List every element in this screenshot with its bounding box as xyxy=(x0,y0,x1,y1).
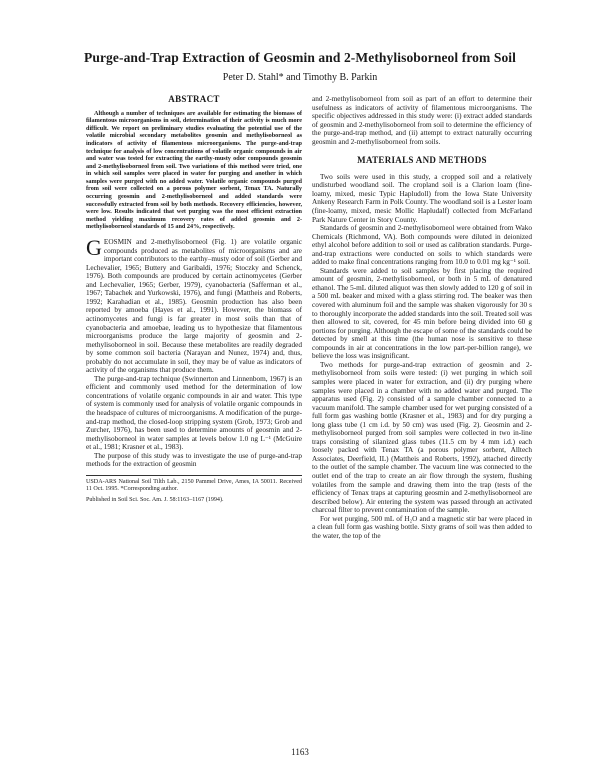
methods-paragraph-1: Two soils were used in this study, a cropped soil and a relatively undisturbed woodland soil. The cropland soil is a Clarion loam (fine-loamy, mixed, mesic Typic Hapludoll) from the Iowa State University Ankeny Research Farm in Polk County. The woodland soil is a Lester loam (fine-loamy, mixed, mesic Mollic Hapludalf) collected from McFarland Park Nature Center in Story County. xyxy=(312,172,532,224)
intro-paragraph-1 xyxy=(86,235,302,375)
paper-authors: Peter D. Stahl* and Timothy B. Parkin xyxy=(222,72,378,83)
methods-heading: MATERIALS AND METHODS xyxy=(357,155,487,166)
footnote-divider xyxy=(86,475,302,476)
drop-cap: G xyxy=(86,235,102,261)
intro-continuation: and 2-methylisoborneol from soil as part of an effort to determine their usefulness as indicators of activity of filamentous microorganisms. The specific objectives addressed in this study were: (i) extract added standards of geosmin and 2-methylisoborneol from soil to determine the efficiency of the purge-and-trap method, and (ii) attempt to extract naturally occurring geosmin and 2-methylisoborneol from soils. xyxy=(312,95,532,146)
left-column xyxy=(86,95,302,505)
footnote-affiliation: USDA-ARS National Soil Tilth Lab., 2150 Pammel Drive, Ames, IA 50011. Received 11 Oct. 1995. *Corresponding author. xyxy=(86,478,302,493)
page-number: 1163 xyxy=(291,747,309,757)
methods-paragraph-5: For wet purging, 500 mL of H₂O and a magnetic stir bar were placed in a clean full form gas washing bottle. Sixty grams of soil was then added to the water, the top of the xyxy=(312,514,532,540)
intro-paragraph-3: The purpose of this study was to investigate the use of purge-and-trap methods for the extraction of geosmin xyxy=(86,451,302,469)
footnote-publication: Published in Soil Sci. Soc. Am. J. 58:1163–1167 (1994). xyxy=(86,497,224,504)
intro-paragraph-2: The purge-and-trap technique (Swinnerton and Linnenbom, 1967) is an efficient and commonly used method for the determination of low concentrations of volatile organic compounds in air and water. This type of system is commonly used for analysis of volatile organic compounds in the headspace of cultures of microorganisms. A modification of the purge-and-trap method, the closed-loop stripping system (Grob, 1973; Grob and Zurcher, 1976), has been used to determine amounts of geosmin and 2-methylisoborneol in water samples at levels below 1.0 ng L⁻¹ (McGuire et al., 1981; Krasner et al., 1983). xyxy=(86,374,302,452)
abstract-text: Although a number of techniques are available for estimating the biomass of filamentous microorganisms in soil, determination of their activity is much more difficult. We report on preliminary studies evaluating the potential use of the volatile microbial secondary metabolites geosmin and methylisoborneol as indicators of activity of filamentous microorganisms. The purge-and-trap technique for analysis of low concentrations of volatile organic compounds in air and water was tested for extracting the earthy-musty odor compounds geosmin and 2-methylisoborneol from soil. Two variations of this method were tried, one in which soil samples were placed in water for purging and another in which samples were purged with no added water. Volatile organic compounds purged from soil were collected on a porous polymer sorbent, Tenax TA. Naturally occurring geosmin and 2-methylisoborneol and added standards were successfully extracted from soil by both methods. Recovery efficiencies, however, were low. Results indicated that wet purging was the most efficient extraction method yielding maximum recovery rates of added geosmin and 2-methylisoborneol standards of 15 and 24%, respectively. xyxy=(86,109,302,231)
methods-paragraph-3: Standards were added to soil samples by first placing the required amount of geosmin, 2-methylisoborneol, or both in 5 mL of denatured ethanol. The 5-mL diluted aliquot was then slowly added to 120 g of soil in a 500 mL beaker and mixed with a glass stirring rod. The beaker was then covered with aluminum foil and the sample was shaken vigorously for 30 s to thoroughly incorporate the added standards into the soil. Treated soil was then allowed to sit, covered, for 45 min before being divided into 60 g portions for purging. Although the escape of some of the standards could be detected by smell at this time (the human nose is sensitive to these compounds in air at concentrations in the low part-per-billion range), we believe the loss was insignificant. xyxy=(312,266,532,361)
abstract-heading: ABSTRACT xyxy=(168,94,220,104)
paper-title: Purge-and-Trap Extraction of Geosmin and 2-Methylisoborneol from Soil xyxy=(83,50,516,65)
methods-paragraph-2: Standards of geosmin and 2-methylisoborneol were obtained from Wako Chemicals (Richmond, VA). Both compounds were diluted in deionized ethyl alcohol before addition to soil or used as calibration standards. Purge-and-trap extractions were conducted on soils to which standards were added to make final concentrations ranging from 10.0 to 0.01 mg kg⁻¹ soil. xyxy=(312,224,532,267)
intro-paragraph-1-text: EOSMIN and 2-methylisoborneol (Fig. 1) are volatile organic compounds produced as metabolites of microorganisms and are important contributors to the earthy–musty odor of soil (Gerber and Lechevalier, 1965; Buttery and Garibaldi, 1976; Stoczky and Schenck, 1976). Both compounds are produced by certain actinomycetes (Gerber and Lechevalier, 1965; Gerber, 1979), cyanobacteria (Safferman et al., 1967; Tabachek and Yurkowski, 1976), and fungi (Mattheis and Roberts, 1992; Karahadian et al., 1985). Geosmin production has also been reported by amoeba (Hayes et al., 1991). However, the biomass of actinomycetes and fungi is far greater in most soils than that of cyanobacteria and amoebae, leading us to hypothesize that filamentous microorganisms produce the large majority of geosmin and 2-methylisoborneol in soil. Because these metabolites are readily degraded by some common soil bacteria (Narayan and Nunez, 1974) and, thus, probably do not accumulate in soil, they may be of value as indicators of activity of the organisms that produce them. xyxy=(86,238,302,375)
methods-paragraph-4: Two methods for purge-and-trap extraction of geosmin and 2-methylisoborneol from soils were tested: (i) wet purging in which soil samples were placed in water for extraction, and (ii) dry purging where samples were placed in a chamber with no added water and purged. The apparatus used (Fig. 2) consisted of a sample chamber connected to a vacuum manifold. The sample chamber used for wet purging consisted of a full form gas washing bottle (Krasner et al., 1983) and for dry purging a long glass tube (1 cm i.d. by 50 cm) was used (Fig. 2). Geosmin and 2-methylisoborneol purged from soil samples were collected in two in-line traps consisting of silanized glass tubes (11.5 cm by 4 mm i.d.) each loosely packed with Tenax TA (a porous polymer sorbent, Alltech Associates, Deerfield, IL) (Mattheis and Roberts, 1992), attached directly to the outlet of the sample chamber. The vacuum line was connected to the outlet end of the trap to create an air flow through the system, flushing volatiles from the sample and drawing them into the trap (tests of the efficiency of Tenax traps at capturing geosmin and 2-methylisoborneol are described below). Air entering the system was passed through an activated charcoal filter to prevent contamination of the sample. xyxy=(312,360,532,515)
right-column xyxy=(312,95,532,540)
